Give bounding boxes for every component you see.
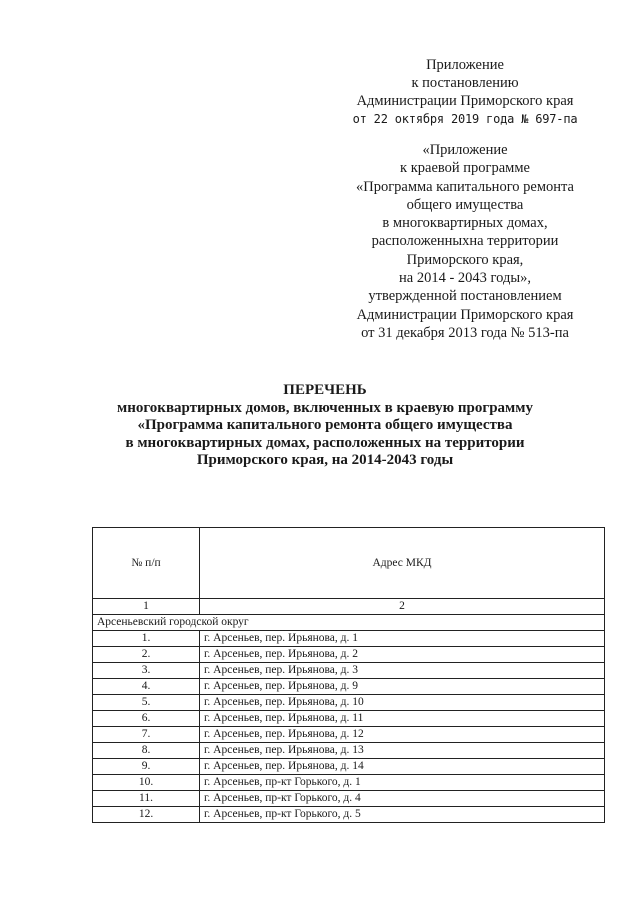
row-address: г. Арсеньев, пер. Ирьянова, д. 10 — [200, 695, 605, 711]
column-number-row — [93, 599, 605, 615]
row-address: г. Арсеньев, пер. Ирьянова, д. 13 — [200, 743, 605, 759]
title-line: Приморского края, на 2014-2043 годы — [196, 452, 454, 468]
table-row — [93, 775, 605, 791]
column-number: 2 — [200, 599, 605, 615]
program-note-line: от 31 декабря 2013 года № 513-па — [361, 324, 569, 341]
program-note-line: общего имущества — [406, 196, 524, 213]
row-number: 10. — [93, 775, 200, 791]
row-address: г. Арсеньев, пр-кт Горького, д. 1 — [200, 775, 605, 791]
header-address: Адрес МКД — [200, 528, 605, 599]
row-address: г. Арсеньев, пер. Ирьянова, д. 9 — [200, 679, 605, 695]
column-number: 1 — [93, 599, 200, 615]
table-row — [93, 631, 605, 647]
program-note-line: к краевой программе — [400, 160, 530, 177]
table-row — [93, 663, 605, 679]
row-address: г. Арсеньев, пр-кт Горького, д. 4 — [200, 791, 605, 807]
table-row — [93, 679, 605, 695]
row-number: 6. — [93, 711, 200, 727]
row-number: 7. — [93, 727, 200, 743]
program-note-line: Администрации Приморского края — [356, 306, 574, 323]
row-number: 4. — [93, 679, 200, 695]
appendix-line: Приложение — [426, 57, 504, 73]
row-address: г. Арсеньев, пер. Ирьянова, д. 2 — [200, 647, 605, 663]
resolution-date-stamp: от 22 октября 2019 года № 697-па — [352, 112, 578, 126]
table-row — [93, 695, 605, 711]
table-row — [93, 647, 605, 663]
title-line: в многоквартирных домах, расположенных на территории — [125, 434, 525, 451]
table-row — [93, 759, 605, 775]
row-address: г. Арсеньев, пер. Ирьянова, д. 3 — [200, 663, 605, 679]
title-line: ПЕРЕЧЕНЬ — [283, 382, 367, 398]
row-address: г. Арсеньев, пр-кт Горького, д. 5 — [200, 807, 605, 823]
program-note-line: Приморского края, — [406, 251, 524, 268]
row-address: г. Арсеньев, пер. Ирьянова, д. 1 — [200, 631, 605, 647]
district-row — [93, 615, 605, 631]
program-note-line: расположенныхна территории — [371, 233, 559, 250]
program-note-block — [330, 141, 600, 342]
title-line: «Программа капитального ремонта общего имущества — [137, 417, 513, 433]
row-number: 3. — [93, 663, 200, 679]
program-note-line: в многоквартирных домах, — [382, 215, 548, 232]
buildings-table — [92, 527, 605, 823]
program-note-line: на 2014 - 2043 годы», — [399, 270, 531, 287]
row-number: 5. — [93, 695, 200, 711]
row-number: 9. — [93, 759, 200, 775]
table-header-row — [93, 528, 605, 599]
title-line: многоквартирных домов, включенных в краевую программу — [117, 399, 533, 416]
row-address: г. Арсеньев, пер. Ирьянова, д. 14 — [200, 759, 605, 775]
appendix-line: Администрации Приморского края — [356, 93, 574, 109]
appendix-line: к постановлению — [411, 75, 519, 91]
row-number: 12. — [93, 807, 200, 823]
district-name: Арсеньевский городской округ — [93, 615, 605, 631]
row-address: г. Арсеньев, пер. Ирьянова, д. 12 — [200, 727, 605, 743]
row-number: 8. — [93, 743, 200, 759]
row-number: 11. — [93, 791, 200, 807]
header-number: № п/п — [93, 528, 200, 599]
table-row — [93, 791, 605, 807]
document-title — [60, 382, 590, 470]
table-row — [93, 743, 605, 759]
program-note-line: «Приложение — [422, 142, 508, 158]
program-note-line: «Программа капитального ремонта — [356, 178, 574, 195]
appendix-block — [330, 56, 600, 128]
table-row — [93, 711, 605, 727]
table-row — [93, 727, 605, 743]
program-note-line: утвержденной постановлением — [368, 288, 562, 305]
table-row — [93, 807, 605, 823]
row-address: г. Арсеньев, пер. Ирьянова, д. 11 — [200, 711, 605, 727]
row-number: 2. — [93, 647, 200, 663]
row-number: 1. — [93, 631, 200, 647]
